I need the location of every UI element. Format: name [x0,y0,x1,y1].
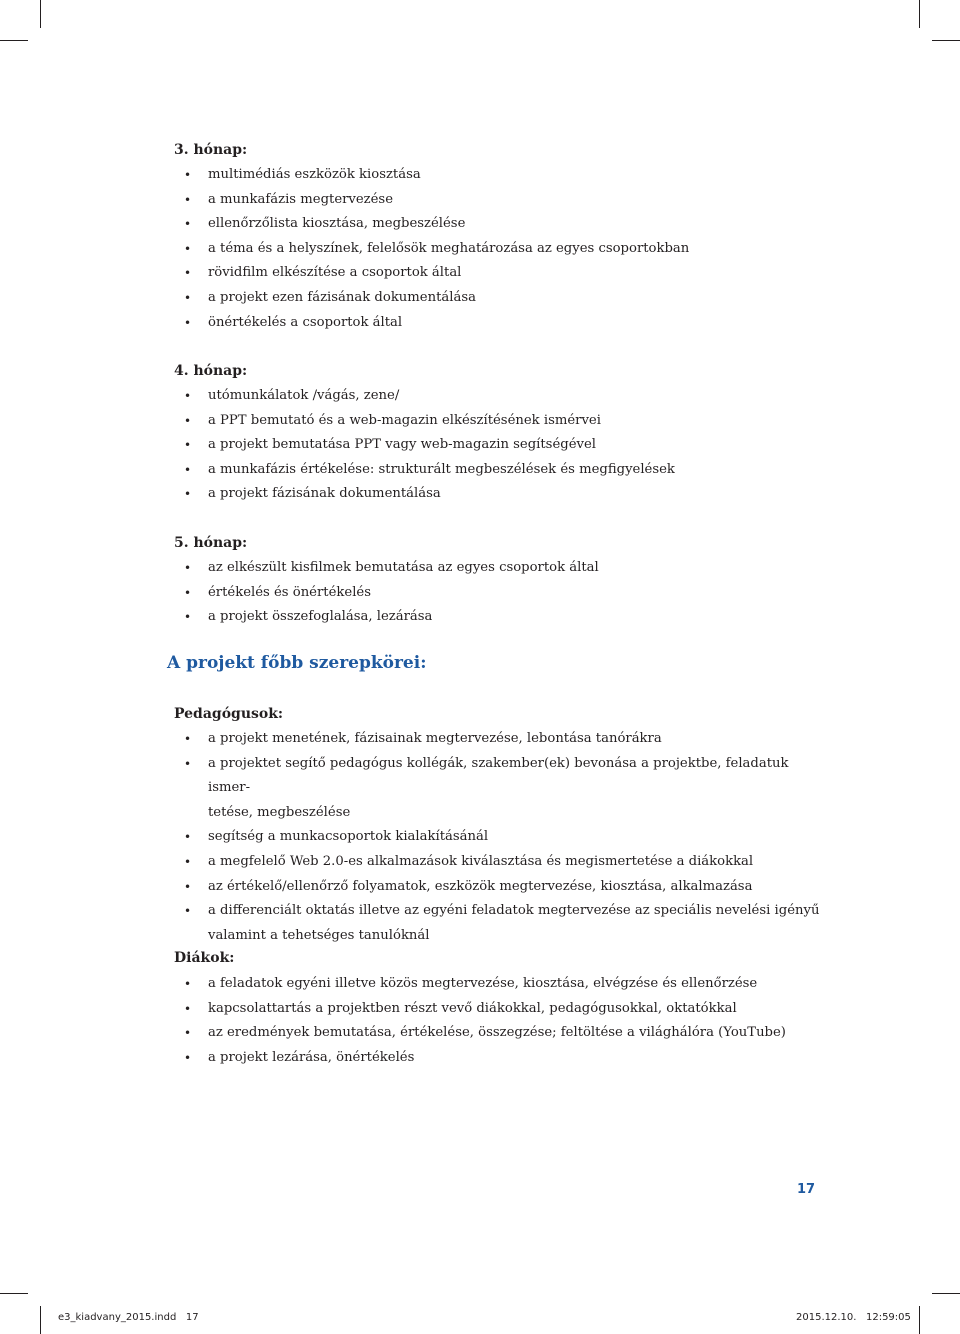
section-heading: 4. hónap: [174,363,248,379]
list-item: • a munkafázis értékelése: strukturált megbeszélések és megfigyelések [184,461,675,477]
crop-mark [40,1306,41,1334]
crop-mark [919,1306,920,1334]
list-item: • az értékelő/ellenőrző folyamatok, eszközök megtervezése, kiosztása, alkalmazása [184,878,753,894]
list-item: • a projekt bemutatása PPT vagy web-magazin segítségével [184,437,596,453]
crop-mark [932,40,960,41]
footer-file-info: e3_kiadvany_2015.indd 17 [58,1312,199,1323]
crop-mark [932,1293,960,1294]
footer-timestamp: 2015.12.10. 12:59:05 [796,1312,911,1323]
list-item: • a megfelelő Web 2.0-es alkalmazások kiválasztása és megismertetése a diákokkal [184,853,754,869]
list-item: • segítség a munkacsoportok kialakításánál [184,829,489,845]
list-item: • a munkafázis megtervezése [184,191,394,207]
bullet-list [0,972,786,1070]
list-item: • a projekt menetének, fázisainak megtervezése, lebontása tanórákra [184,731,662,746]
list-item: • multimédiás eszközök kiosztása [184,167,421,182]
list-item: • a PPT bemutató és a web-magazin elkészítésének ismérvei [184,412,601,428]
list-item: • kapcsolattartás a projektben részt vevő diákokkal, pedagógusokkal, oktatókkal [184,1000,737,1016]
list-item: • a projekt fázisának dokumentálása [184,486,441,502]
list-item: • a téma és a helyszínek, felelősök meghatározása az egyes csoportokban [184,240,690,256]
section-heading: 3. hónap: [174,142,248,158]
bullet-list [0,384,675,507]
list-item: • önértékelés a csoportok által [184,314,403,330]
list-item-continuation: valamint a tehetséges tanulóknál [208,927,430,943]
list-item: • az elkészült kisfilmek bemutatása az egyes csoportok által [184,560,599,575]
list-item-continuation: tetése, megbeszélése [208,804,351,820]
bullet-list [0,556,644,630]
role-heading: Pedagógusok: [174,706,284,722]
list-item: • ellenőrzőlista kiosztása, megbeszélése [184,216,466,232]
crop-mark [919,0,920,28]
list-item: • a differenciált oktatás illetve az egyéni feladatok megtervezése az speciális nevelési igényű [184,903,820,919]
list-item: • a projekt összefoglalása, lezárása [184,609,433,625]
roles-heading: A projekt főbb szerepkörei: [167,653,427,673]
role-heading: Diákok: [174,950,235,966]
bullet-list [0,727,820,948]
list-item: • a projektet segítő pedagógus kollégák, szakember(ek) bevonása a projektbe, feladatuk ismer- [184,755,789,796]
list-item: • utómunkálatok /vágás, zene/ [184,388,400,403]
list-item: • értékelés és önértékelés [184,584,371,600]
section-heading: 5. hónap: [174,535,248,551]
crop-mark [0,40,28,41]
list-item: • rövidfilm elkészítése a csoportok által [184,265,462,281]
list-item: • a feladatok egyéni illetve közös megtervezése, kiosztása, elvégzése és ellenőrzése [184,976,758,991]
list-item: • az eredmények bemutatása, értékelése, összegzése; feltöltése a világhálóra (YouTube) [184,1025,786,1041]
list-item: • a projekt ezen fázisának dokumentálása [184,289,476,305]
crop-mark [40,0,41,28]
list-item: • a projekt lezárása, önértékelés [184,1049,415,1065]
crop-mark [0,1293,28,1294]
page-number: 17 [797,1182,816,1197]
bullet-list [0,163,690,335]
